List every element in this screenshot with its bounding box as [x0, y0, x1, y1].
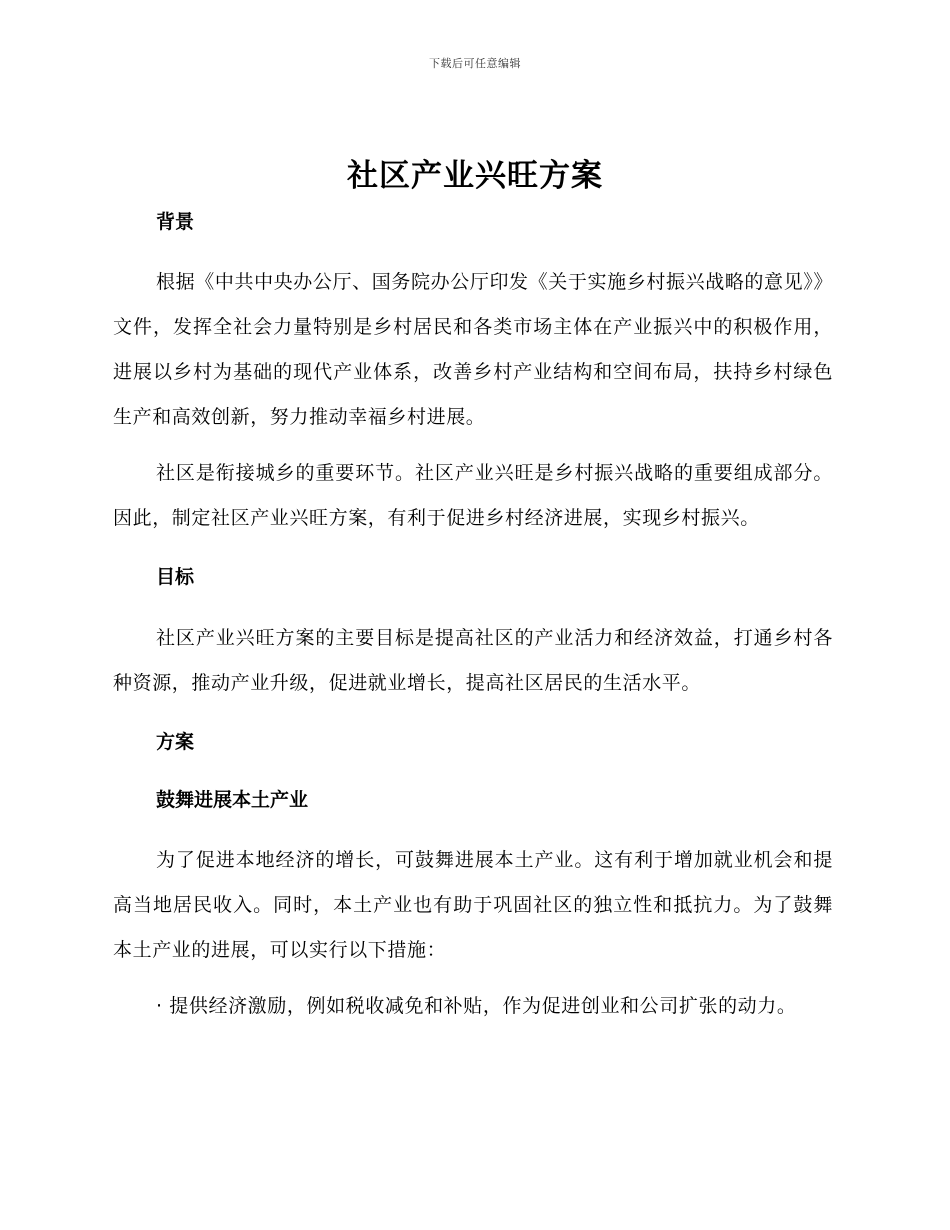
background-paragraph-1: 根据《中共中央办公厅、国务院办公厅印发《关于实施乡村振兴战略的意见》》文件，发挥全社会力量特别是乡村居民和各类市场主体在产业振兴中的积极作用，进展以乡村为基础的现代产业体系，改善乡村产业结构和空间布局，扶持乡村绿色生产和高效创新，努力推动幸福乡村进展。: [113, 271, 833, 428]
local-industry-paragraph: 为了促进本地经济的增长，可鼓舞进展本土产业。这有利于增加就业机会和提高当地居民收入。同时，本土产业也有助于巩固社区的独立性和抵抗力。为了鼓舞本土产业的进展，可以实行以下措施：: [113, 849, 833, 961]
section-heading-background: 背景: [156, 211, 195, 233]
section-heading-goal: 目标: [156, 566, 195, 588]
subsection-heading-local-industry: 鼓舞进展本土产业: [156, 789, 309, 811]
goal-paragraph: 社区产业兴旺方案的主要目标是提高社区的产业活力和经济效益，打通乡村各种资源，推动产业升级，促进就业增长，提高社区居民的生活水平。: [113, 627, 833, 694]
bullet-item-economic-incentives: · 提供经济激励，例如税收减免和补贴，作为促进创业和公司扩张的动力。: [156, 995, 797, 1017]
header-note: 下载后可任意编辑: [429, 57, 521, 70]
section-heading-plan: 方案: [156, 731, 195, 753]
background-paragraph-2: 社区是衔接城乡的重要环节。社区产业兴旺是乡村振兴战略的重要组成部分。因此，制定社区产业兴旺方案，有利于促进乡村经济进展，实现乡村振兴。: [113, 462, 833, 529]
document-title: 社区产业兴旺方案: [347, 158, 603, 194]
document-body: [113, 206, 833, 1029]
